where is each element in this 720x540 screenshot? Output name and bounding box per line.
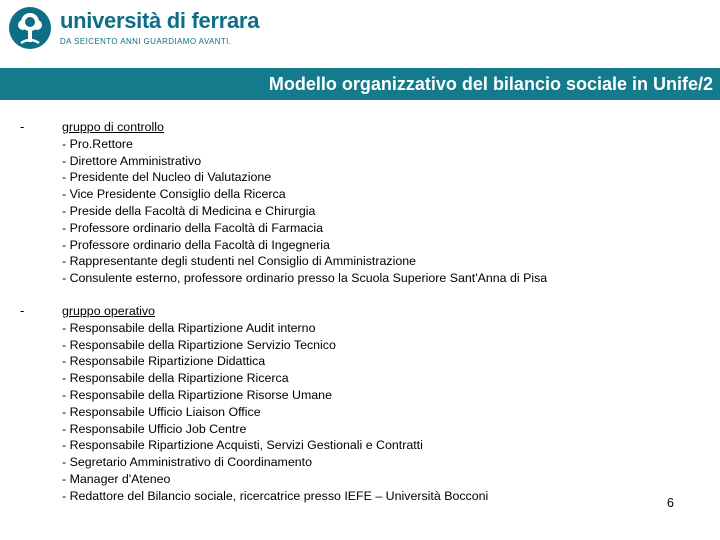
- title-bar: [0, 68, 720, 100]
- page-number: 6: [667, 496, 674, 510]
- bullet-marker: -: [20, 119, 25, 134]
- list-item: - Pro.Rettore: [62, 136, 133, 151]
- section-heading: gruppo di controllo: [62, 120, 164, 134]
- list-item: - Preside della Facoltà di Medicina e Chirurgia: [62, 203, 316, 218]
- list-item: - Professore ordinario della Facoltà di Farmacia: [62, 220, 324, 235]
- list-item: - Vice Presidente Consiglio della Ricerca: [62, 187, 286, 202]
- list-item: - Responsabile della Ripartizione Risorse Umane: [62, 387, 332, 402]
- list-item: - Responsabile della Ripartizione Audit interno: [62, 320, 316, 335]
- list-item: - Responsabile Ufficio Job Centre: [62, 421, 247, 436]
- list-item: - Responsabile della Ripartizione Ricerca: [62, 371, 289, 386]
- slide-title: Modello organizzativo del bilancio sociale in Unife/2: [268, 74, 713, 94]
- tree-emblem-icon: [8, 6, 52, 50]
- logo-motto: DA SEICENTO ANNI GUARDIAMO AVANTI.: [60, 37, 232, 46]
- logo-name: università di ferrara: [60, 8, 260, 33]
- university-logo: [8, 6, 260, 56]
- member-list: [62, 119, 547, 287]
- list-item: - Consulente esterno, professore ordinario presso la Scuola Superiore Sant'Anna di Pisa: [62, 271, 548, 286]
- list-item: - Redattore del Bilancio sociale, ricercatrice presso IEFE – Università Bocconi: [62, 488, 489, 503]
- list-item: - Manager d'Ateneo: [62, 471, 171, 486]
- list-item: - Rappresentante degli studenti nel Consiglio di Amministrazione: [62, 254, 417, 269]
- bullet-marker: -: [20, 303, 25, 318]
- list-item: - Responsabile Ripartizione Didattica: [62, 354, 266, 369]
- list-item: - Responsabile della Ripartizione Servizio Tecnico: [62, 337, 336, 352]
- list-item: - Direttore Amministrativo: [62, 153, 202, 168]
- section-heading: gruppo operativo: [62, 304, 155, 318]
- member-list: [62, 303, 488, 505]
- list-item: - Segretario Amministrativo di Coordinamento: [62, 455, 312, 470]
- list-item: - Presidente del Nucleo di Valutazione: [62, 170, 272, 185]
- list-item: - Responsabile Ufficio Liaison Office: [62, 404, 261, 419]
- list-item: - Responsabile Ripartizione Acquisti, Servizi Gestionali e Contratti: [62, 438, 423, 453]
- list-item: - Professore ordinario della Facoltà di Ingegneria: [62, 237, 330, 252]
